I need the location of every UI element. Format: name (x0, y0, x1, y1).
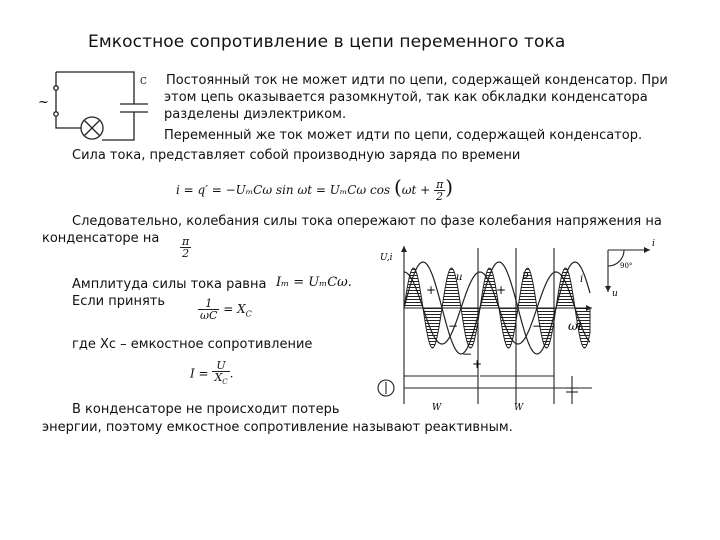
paragraph-phase-line2: конденсаторе на (42, 231, 160, 246)
paragraph-no-loss-line2: энергии, поэтому емкостное сопротивление называют реактивным. (42, 420, 513, 435)
sign-plus-2: + (496, 283, 507, 297)
formula-ohm-law: I = $\frac{U}{X_C}$ . (190, 359, 234, 387)
sign-minus-1: − (448, 319, 459, 333)
paragraph-if-accept: Если принять (72, 294, 166, 309)
paragraph-dc-line3: разделены диэлектриком. (164, 107, 347, 122)
curve-label-i: i (580, 274, 584, 285)
phasor-diagram (598, 236, 668, 300)
curve-label-p: p (522, 270, 529, 281)
x-axis-label: ωt (568, 319, 583, 333)
sign-minus-2: − (462, 347, 473, 361)
formula-phase-shift: $\frac{\pi}{2}$ (182, 235, 190, 260)
formula-amplitude: Iₘ = UₘCω. (276, 275, 352, 290)
y-axis-label: U,i (380, 253, 393, 263)
page-title: Емкостное сопротивление в цепи переменного тока (88, 32, 566, 52)
paragraph-current-derivative: Сила тока, представляет собой производную заряда по времени (72, 148, 521, 163)
paragraph-dc-line2: этом цепь оказывается разомкнутой, так как обкладки конденсатора (164, 90, 648, 105)
sign-plus-3: + (472, 357, 483, 371)
fraction-pi-over-2: $\frac{\pi}{2}$ (436, 178, 444, 203)
phasor-label-i: i (652, 239, 655, 249)
phasor-angle: 90° (620, 262, 633, 270)
ac-source-symbol: ~ (38, 95, 49, 110)
energy-label-2: W (514, 403, 524, 413)
formula-xc: $\frac{1}{\omega C}$ = $X_C$ (200, 297, 252, 322)
curve-label-u: u (456, 272, 463, 283)
paragraph-no-loss-line1: В конденсаторе не происходит потерь (72, 402, 340, 417)
energy-label-1: W (432, 403, 442, 413)
formula-current: i = q′ = −UₘCω sin ωt = UₘCω cos (ωt + $\frac{\pi}{2}$ ) (176, 175, 454, 203)
capacitor-label: С (140, 77, 147, 87)
paragraph-xc-definition: где Xc – емкостное сопротивление (72, 337, 313, 352)
paragraph-phase-line1: Следовательно, колебания силы тока опережают по фазе колебания напряжения на (72, 214, 662, 229)
capacitor-circuit-diagram (34, 66, 164, 150)
paragraph-amplitude: Амплитуда силы тока равна (72, 277, 267, 292)
paragraph-dc-line1: Постоянный ток не может идти по цепи, содержащей конденсатор. При (166, 73, 668, 88)
paragraph-ac: Переменный же ток может идти по цепи, содержащей конденсатор. (164, 128, 643, 143)
phasor-label-u: u (612, 289, 618, 299)
sign-minus-3: − (532, 319, 543, 333)
sign-plus-1: + (426, 283, 437, 297)
waveform-graph (364, 238, 598, 414)
